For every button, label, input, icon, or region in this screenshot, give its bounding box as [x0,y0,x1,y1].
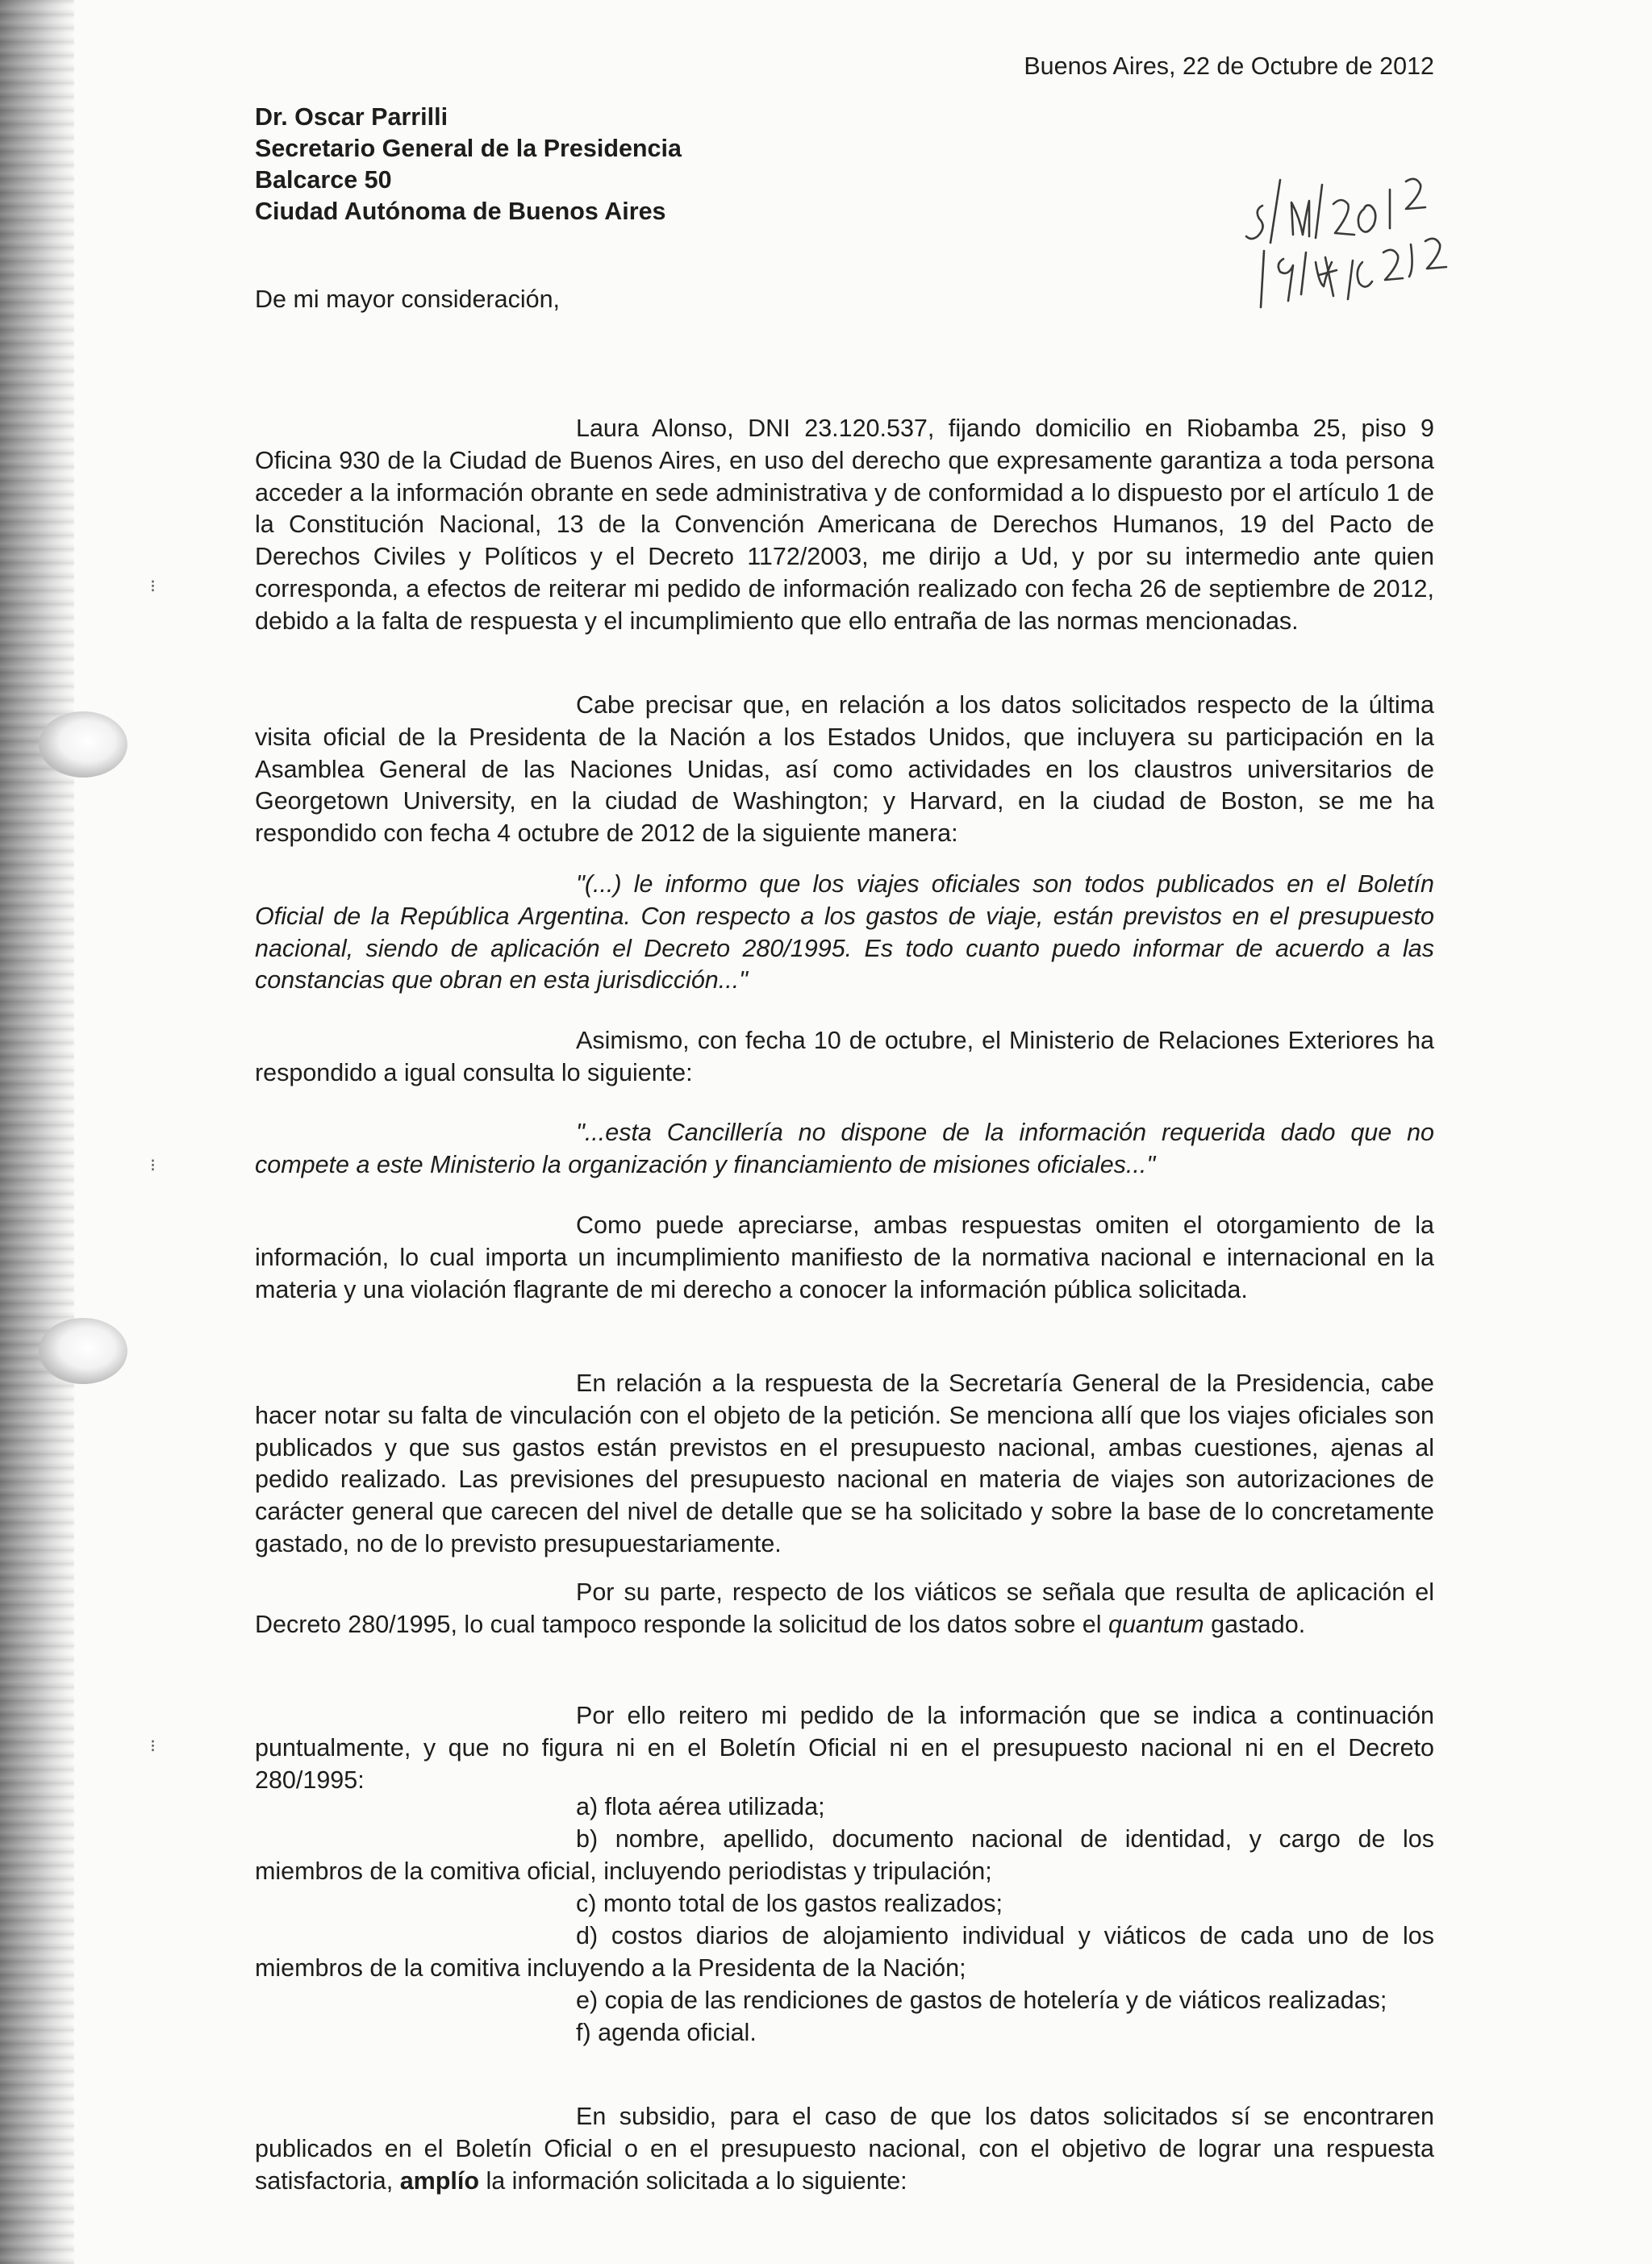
margin-mark: ⁝ [150,1736,156,1756]
place-date: Buenos Aires, 22 de Octubre de 2012 [1024,52,1434,80]
margin-mark: ⁝ [150,576,156,596]
quantum-term: quantum [1108,1610,1204,1638]
list-item: c) monto total de los gastos realizados; [576,1890,1003,1917]
punch-hole-upper [39,711,127,778]
paragraph-viaticos-end: gastado. [1204,1610,1306,1638]
paragraph-reiteration: Por ello reitero mi pedido de la información que se indica a continuación puntualmente, y que no figura ni en el Boletín Oficial ni en el presupuesto nacional ni en el Decreto 280/1995: [255,1702,1434,1794]
addressee-city: Ciudad Autónoma de Buenos Aires [255,198,666,225]
margin-mark: ⁝ [150,1155,156,1175]
paragraph-subsidiary-end: la información solicitada a lo siguiente: [478,2166,907,2195]
list-item: e) copia de las rendiciones de gastos de hotelería y de viáticos realizadas; [576,1987,1387,2014]
addressee-title: Secretario General de la Presidencia [255,135,682,162]
punch-hole-lower [39,1318,127,1384]
list-item: d) costos diarios de alojamiento individual y viáticos de cada uno de los miembros de la comitiva incluyendo a la Presidenta de la Nación; [255,1922,1434,1982]
salutation: De mi mayor consideración, [255,286,561,313]
list-item: f) agenda oficial. [576,2019,757,2046]
paragraph-viaticos-text: Por su parte, respecto de los viáticos se señala que resulta de aplicación el Decreto 280/1995, lo cual tampoco responde la solicitud de los datos sobre el [255,1578,1434,1638]
paragraph-cancilleria: Asimismo, con fecha 10 de octubre, el Ministerio de Relaciones Exteriores ha respondido a igual consulta lo siguiente: [255,1027,1434,1086]
addressee-name: Dr. Oscar Parrilli [255,103,448,131]
addressee-street: Balcarce 50 [255,166,392,194]
amplio-term: amplío [399,2166,479,2195]
list-item: a) flota aérea utilizada; [576,1793,825,1820]
list-item: b) nombre, apellido, documento nacional de identidad, y cargo de los miembros de la comitiva oficial, incluyendo periodistas y tripulación; [255,1825,1434,1885]
paragraph-subsidiary [255,2101,1434,2197]
paragraph-omission: Como puede apreciarse, ambas respuestas omiten el otorgamiento de la información, lo cual importa un incumplimiento manifiesto de la normativa nacional e internacional en la materia y una violación flagrante de mi derecho a conocer la información pública solicitada. [255,1211,1434,1303]
paragraph-viaticos [255,1577,1434,1641]
addressee-block [255,102,682,227]
quote-cancilleria-response: "...esta Cancillería no dispone de la información requerida dado que no compete a este Ministerio la organización y financiamiento de misiones oficiales..." [255,1119,1434,1178]
scan-shadow-edge [0,0,74,2264]
paragraph-context: Cabe precisar que, en relación a los datos solicitados respecto de la última visita oficial de la Presidenta de la Nación a los Estados Unidos, que incluyera su participación en la Asamblea General de las Naciones Unidas, así como actividades en los claustros universitarios de Georgetown University, en la ciudad de Washington; y Harvard, en la ciudad de Boston, se me ha respondido con fecha 4 octubre de 2012 de la siguiente manera: [255,691,1434,848]
quote-secretaria-response: "(...) le informo que los viajes oficiales son todos publicados en el Boletín Oficial de la República Argentina. Con respecto a los gastos de viaje, están previstos en el presupuesto nacional, siendo de aplicación el Decreto 280/1995. Es todo cuanto puedo informar de acuerdo a las constancias que obran en esta jurisdicción..." [255,870,1434,994]
paragraph-subsidiary-text: En subsidio, para el caso de que los datos solicitados sí se encontraren publicados en el Boletín Oficial o en el presupuesto nacional, con el objetivo de lograr una respuesta satisfactoria, [255,2103,1434,2195]
paragraph-analysis: En relación a la respuesta de la Secretaría General de la Presidencia, cabe hacer notar su falta de vinculación con el objeto de la petición. Se menciona allí que los viajes oficiales son publicados y que sus gastos están previstos en el presupuesto nacional, ambas cuestiones, ajenas al pedido realizado. Las previsiones del presupuesto nacional en materia de viajes son autorizaciones de carácter general que carecen del nivel de detalle que se ha solicitado y sobre la base de lo concretamente gastado, no de lo previsto presupuestariamente. [255,1370,1434,1557]
paragraph-request: Laura Alonso, DNI 23.120.537, fijando domicilio en Riobamba 25, piso 9 Oficina 930 de la Ciudad de Buenos Aires, en uso del derecho que expresamente garantiza a toda persona acceder a la información obrante en sede administrativa y de conformidad a lo dispuesto por el artículo 1 de la Constitución Nacional, 13 de la Convención Americana de Derechos Humanos, 19 del Pacto de Derechos Civiles y Políticos y el Decreto 1172/2003, me dirijo a Ud, y por su intermedio ante quien corresponda, a efectos de reiterar mi pedido de información realizado con fecha 26 de septiembre de 2012, debido a la falta de respuesta y el incumplimiento que ello entraña de las normas mencionadas. [255,415,1434,635]
requested-items-list [255,1791,1434,2049]
